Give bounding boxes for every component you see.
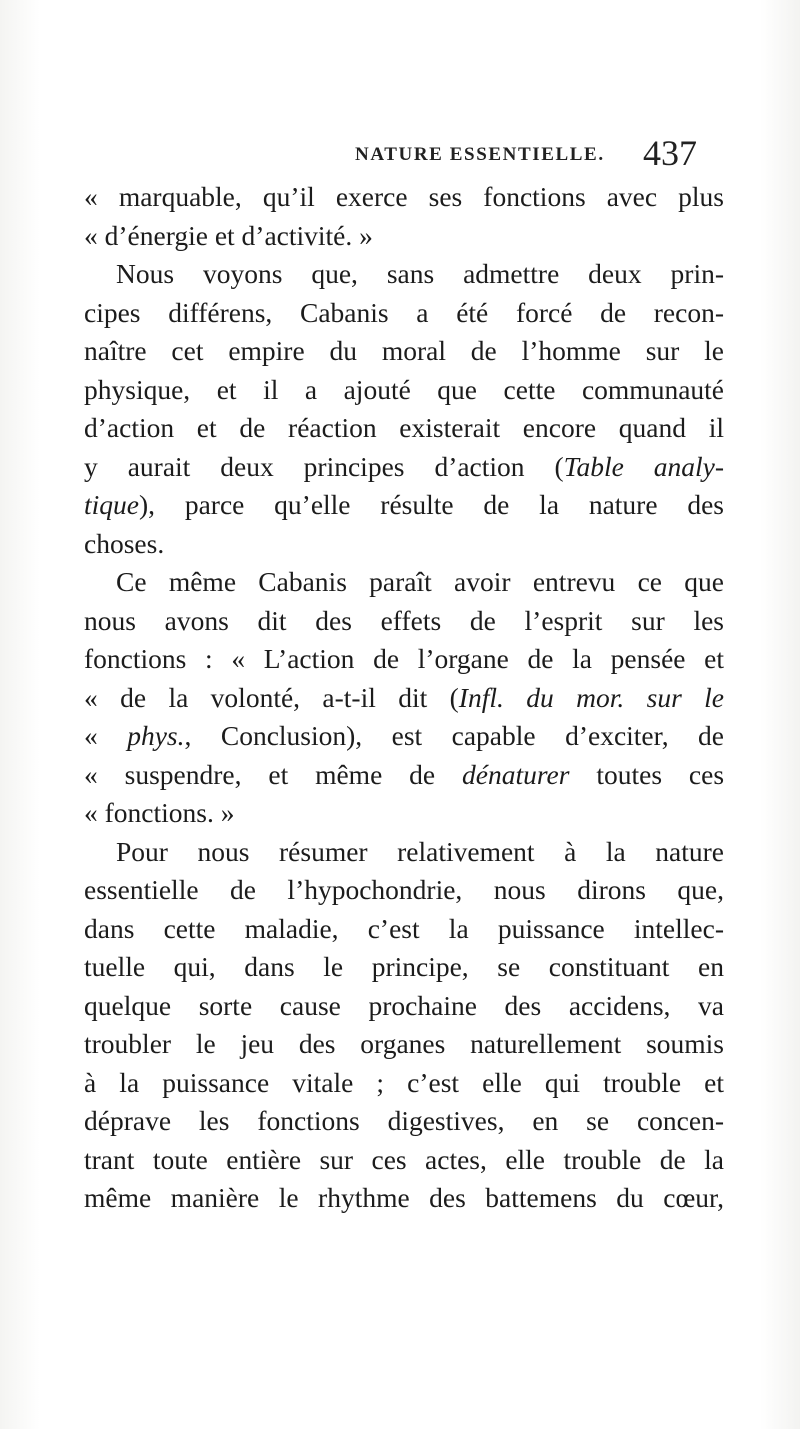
text-line: essentielle de l’hypochondrie, nous dirons que, <box>84 874 724 905</box>
text-line: choses. <box>84 527 165 559</box>
text-line: trant toute entière sur ces actes, elle trouble de la <box>84 1143 724 1175</box>
text-line: tuelle qui, dans le principe, se constituant en <box>84 951 724 982</box>
italic-reference: tique <box>84 489 139 520</box>
text-line: naître cet empire du moral de l’homme sur le <box>84 335 724 366</box>
text-line <box>84 756 724 795</box>
text-line: physique, et il a ajouté que cette communauté <box>84 373 724 405</box>
text-segment: « <box>84 720 98 751</box>
paragraph-first-line: Ce même Cabanis paraît avoir entrevu ce que <box>116 566 724 597</box>
text-segment: « suspendre, et même de <box>84 758 436 790</box>
text-segment: ), parce qu’elle résulte de la nature des <box>139 489 724 520</box>
text-line: d’action et de réaction existerait encore quand il <box>84 412 724 443</box>
text-line: dans cette maladie, c’est la puissance intellec- <box>84 912 724 944</box>
italic-reference: Table analy- <box>563 450 725 482</box>
text-line <box>84 717 724 756</box>
text-line: « fonctions. » <box>84 797 235 828</box>
paragraph-first-line: Nous voyons que, sans admettre deux prin- <box>116 258 724 289</box>
text-line: même manière le rhythme des battemens du cœur, <box>84 1182 724 1213</box>
page-header <box>0 126 800 176</box>
paragraph-first-line: Pour nous résumer relativement à la nature <box>116 835 724 867</box>
text-segment: « de la volonté, a-t-il dit ( <box>84 681 459 713</box>
text-line <box>84 486 724 525</box>
italic-reference: Infl. du mor. sur le <box>458 681 724 713</box>
text-line: cipes différens, Cabanis a été forcé de recon- <box>84 296 724 328</box>
text-segment: , Conclusion), est capable d’exciter, de <box>184 720 724 751</box>
text-line: nous avons dit des effets de l’esprit sur les <box>84 604 724 636</box>
italic-emphasis: dénaturer <box>462 758 570 790</box>
text-line: déprave les fonctions digestives, en se concen- <box>84 1105 724 1136</box>
text-line: « marquable, qu’il exerce ses fonctions avec plus <box>84 181 724 212</box>
text-line: fonctions : « L’action de l’organe de la pensée et <box>84 643 724 674</box>
running-head: NATURE ESSENTIELLE. <box>355 144 605 165</box>
text-line <box>84 448 724 487</box>
text-line <box>84 679 724 718</box>
page-number: 437 <box>643 133 697 173</box>
text-line: quelque sorte cause prochaine des accidens, va <box>84 989 724 1021</box>
text-segment: y aurait deux principes d’action ( <box>84 450 564 482</box>
body-text <box>84 178 724 1218</box>
text-line: « d’énergie et d’activité. » <box>84 219 373 251</box>
text-line: à la puissance vitale ; c’est elle qui trouble et <box>84 1066 724 1098</box>
text-line: troubler le jeu des organes naturellement soumis <box>84 1028 724 1059</box>
italic-reference: phys. <box>127 720 185 751</box>
text-segment: toutes ces <box>596 758 725 790</box>
